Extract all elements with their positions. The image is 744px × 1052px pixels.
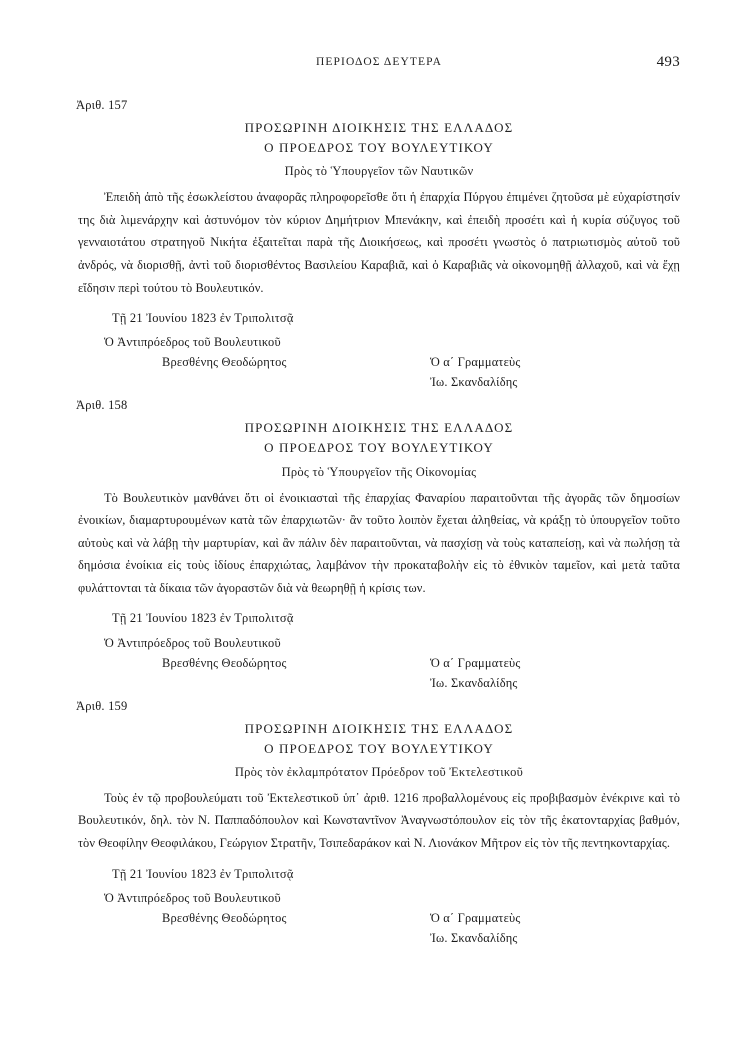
act-section-158 [76,398,680,690]
page-header [78,56,680,82]
signature-right [430,908,520,948]
act-title-main: ΠΡΟΣΩΡΙΝΗ ΔΙΟΙΚΗΣΙΣ ΤΗΣ ΕΛΛΑΔΟΣ [244,420,514,436]
act-number: Ἀριθ. 159 [76,698,128,713]
signature-right-name: Ἰω. Σκανδαλίδης [430,675,518,690]
act-date-line: Τῇ 21 Ἰουνίου 1823 ἐν Τριπολιτσᾷ [112,866,294,881]
act-number: Ἀριθ. 157 [76,98,128,112]
section-spacer [78,382,680,398]
act-title-block [78,118,680,158]
act-date-line: Τῇ 21 Ἰουνίου 1823 ἐν Τριπολιτσᾷ [112,311,294,326]
act-number: Ἀριθ. 158 [76,398,128,413]
signature-right-role: Ὁ α΄ Γραμματεὺς [430,355,521,370]
signature-right-role: Ὁ α΄ Γραμματεὺς [430,910,521,925]
signature-block [78,888,680,945]
page-number: 493 [656,54,680,70]
act-body-text: Τοὺς ἐν τῷ προβουλεύματι τοῦ Ἐκτελεστικοῦ ὑπ᾿ ἀριθ. 1216 προβαλλομένους εἰς προβιβασμὸν ἐνέκρινε καὶ τὸ Βουλευτικόν, δηλ. τὸν Ν. Παππαδόπουλον καὶ Κωνσταντῖνον Ἀναγνωστόπουλον εἰς τὸν τῆς ἑκατονταρχίας βαθμόν, τὸν Θεοφίλην Θεοφιλάκου, Γεώργιον Στρατῆν, Τσιπεδαράκον καὶ Ν. Λιονάκον Μῆτρον εἰς τὸν τῆς πεντηκονταρχίας. [78,790,680,850]
signature-left [104,332,680,372]
act-recipient: Πρὸς τὸν ἐκλαμπρότατον Πρόεδρον τοῦ Ἐκτελεστικοῦ [234,764,524,779]
act-section-159 [76,698,680,945]
signature-left-role: Ὁ Ἀντιπρόεδρος τοῦ Βουλευτικοῦ [104,335,281,350]
signature-left-role: Ὁ Ἀντιπρόεδρος τοῦ Βουλευτικοῦ [104,635,281,650]
act-title-sub: Ο ΠΡΟΕΔΡΟΣ ΤΟΥ ΒΟΥΛΕΥΤΙΚΟΥ [264,140,494,156]
signature-left-name: Βρεσθένης Θεοδώρητος [162,355,287,370]
signature-left-name: Βρεσθένης Θεοδώρητος [162,910,287,925]
running-head-title: ΠΕΡΙΟΔΟΣ ΔΕΥΤΕΡΑ [315,56,443,68]
act-recipient: Πρὸς τὸ Ὑπουργεῖον τῆς Οἰκονομίας [281,464,477,479]
signature-left-role: Ὁ Ἀντιπρόεδρος τοῦ Βουλευτικοῦ [104,890,281,905]
act-title-block [78,418,680,458]
signature-left [104,888,680,928]
signature-right-name: Ἰω. Σκανδαλίδης [430,930,518,945]
signature-right-role: Ὁ α΄ Γραμματεὺς [430,655,521,670]
act-title-main: ΠΡΟΣΩΡΙΝΗ ΔΙΟΙΚΗΣΙΣ ΤΗΣ ΕΛΛΑΔΟΣ [244,720,514,736]
act-date-line: Τῇ 21 Ἰουνίου 1823 ἐν Τριπολιτσᾷ [112,611,294,626]
signature-left-name: Βρεσθένης Θεοδώρητος [162,655,287,670]
section-spacer [78,683,680,699]
act-title-sub: Ο ΠΡΟΕΔΡΟΣ ΤΟΥ ΒΟΥΛΕΥΤΙΚΟΥ [264,740,494,756]
act-body-text: Τὸ Βουλευτικὸν μανθάνει ὅτι οἱ ἐνοικιασταὶ τῆς ἐπαρχίας Φαναρίου παραιτοῦνται τῆς ἀγορᾶς τῶν δημοσίων ἐνοικίων, διαμαρτυρουμένων κατὰ τῶν ἐπαρχιωτῶν· ἂν τοῦτο λοιπὸν ἔχεται ἀληθείας, νὰ κράξῃ τὸ ὑπουργεῖον τοῦτο αὐτοὺς καὶ νὰ λάβῃ τὴν μαρτυρίαν, καὶ ἂν πάλιν δὲν παραιτοῦνται, νὰ πασχίσῃ νὰ τοὺς καταπείσῃ, καὶ νὰ πωλήσῃ τὰ δημόσια ἐνοίκια εἰς τοὺς ἰδίους ἐπαρχιώτας, λαμβάνον τὴν προκαταβολὴν εἰς τὸ ἐθνικὸν ταμεῖον, καὶ μετὰ ταῦτα φυλάττονται τὰ δίκαια τῶν ἀγοραστῶν διὰ νὰ θεωρηθῇ ἡ κρίσις των. [78,490,680,595]
signature-block [78,633,680,690]
act-section-157 [76,98,680,390]
act-title-main: ΠΡΟΣΩΡΙΝΗ ΔΙΟΙΚΗΣΙΣ ΤΗΣ ΕΛΛΑΔΟΣ [244,120,514,135]
act-title-block [78,719,680,759]
signature-block [78,332,680,390]
signature-right [430,653,520,693]
act-body-text: Ἐπειδὴ ἀπὸ τῆς ἐσωκλείστου ἀναφορᾶς πληροφορεῖσθε ὅτι ἡ ἐπαρχία Πύργου ἐπιμένει ζητοῦσα μὲ εὐχαρίστησίν της διὰ λιμενάρχην καὶ ἀστυνόμον τὸν κύριον Δημήτριον Μπενάκην, καὶ ἐπειδὴ προσέτι καὶ ἡ κυρία σύζυγος τοῦ γενναιοτάτου στρατηγοῦ Νικήτα ἐξαιτεῖται παρὰ τῆς Διοικήσεως, καὶ προσέτι γνωστὸς ὁ πατριωτισμὸς αὐτοῦ τοῦ ἀνδρός, νὰ διορισθῇ, ἀντὶ τοῦ διορισθέντος Βασιλείου Καραβιᾶ, καὶ ὁ Καραβιᾶς νὰ οἰκονομηθῇ ἀλλαχοῦ, καὶ νὰ ἔχῃ εἴδησιν περὶ τούτου τὸ Βουλευτικόν. [78,190,680,295]
signature-right [430,352,520,392]
signature-left [104,633,680,673]
act-title-sub: Ο ΠΡΟΕΔΡΟΣ ΤΟΥ ΒΟΥΛΕΥΤΙΚΟΥ [264,440,494,456]
signature-right-name: Ἰω. Σκανδαλίδης [430,375,518,390]
act-recipient: Πρὸς τὸ Ὑπουργεῖον τῶν Ναυτικῶν [284,164,474,179]
